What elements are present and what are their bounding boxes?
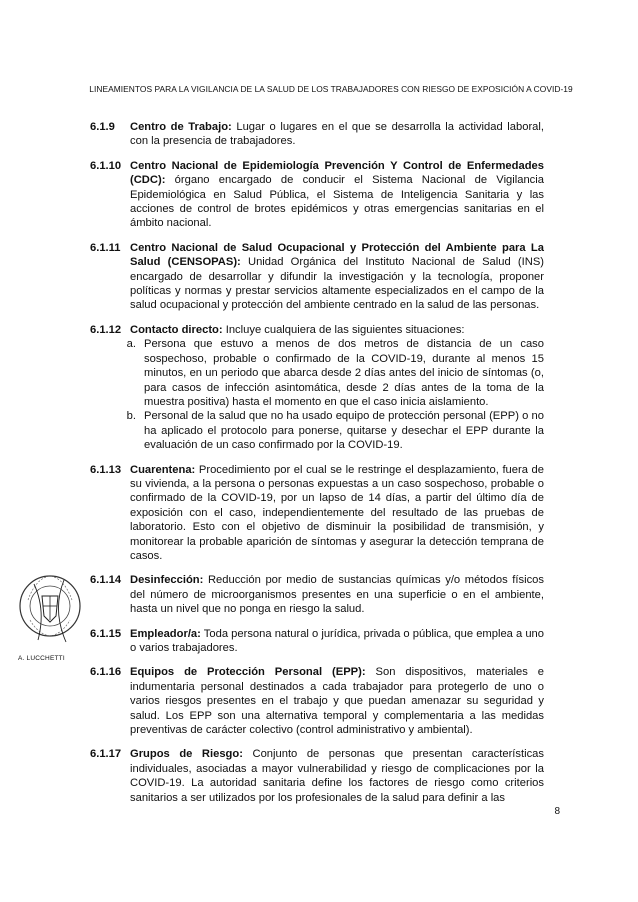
section-number: 6.1.11 (90, 241, 121, 254)
list-item-text: Persona que estuvo a menos de dos metros de distancia de un caso sospechoso, probable o confirmado de la COVID-19, durante al menos 15 minutos, en un periodo que abarca desde 2 días antes del inicio de síntomas (o, para casos de infección asintomática, desde 2 días antes de la toma de la muestra positiva) hasta el momento en que el caso inicia aislamiento. (144, 338, 544, 408)
section-6-1-13 (90, 463, 544, 564)
section-term: Centro Nacional de Epidemiología Prevención Y Control de Enfermedades (CDC): (130, 159, 544, 187)
section-text (130, 573, 544, 616)
section-6-1-11 (90, 241, 544, 313)
section-term: Empleador/a: (130, 627, 201, 640)
page-number: 8 (554, 806, 560, 817)
section-text (130, 159, 544, 231)
ministry-seal-stamp (16, 570, 84, 650)
section-6-1-14 (90, 573, 544, 616)
section-definition: órgano encargado de conducir el Sistema Nacional de Vigilancia Epidemiológica en Salud Pública, el Sistema de Inteligencia Sanitaria y las acciones de control de brotes epidémicos y otras emergencias sanitarias en el ámbito nacional. (130, 174, 544, 230)
section-term: Equipos de Protección Personal (EPP): (130, 666, 366, 679)
section-text (130, 120, 544, 149)
section-6-1-10 (90, 159, 544, 231)
section-term: Contacto directo: (130, 323, 223, 336)
list-letter: b. (126, 410, 136, 423)
section-term: Cuarentena: (130, 463, 196, 476)
list-letter: a. (126, 338, 136, 351)
section-definition: Reducción por medio de sustancias químicas y/o métodos físicos del número de microorganismos presentes en una superficie o en el ambiente, hasta un nivel que no ponga en riesgo la salud. (130, 574, 544, 616)
section-number: 6.1.15 (90, 627, 122, 640)
section-6-1-16 (90, 665, 544, 737)
section-text (130, 665, 544, 737)
section-definition: Conjunto de personas que presentan características individuales, asociadas a mayor vulnerabilidad y riesgo de complicaciones por la COVID-19. La autoridad sanitaria define los factores de riesgo como criterios sanitarios a ser utilizados por los profesionales de la salud para definir a las (130, 748, 544, 804)
section-text (130, 463, 544, 564)
section-number: 6.1.13 (90, 463, 122, 476)
section-definition: Toda persona natural o jurídica, privada o pública, que emplea a uno o varios trabajadores. (130, 627, 544, 654)
list-item-text: Personal de la salud que no ha usado equipo de protección personal (EPP) o no ha aplicado el protocolo para ponerse, quitarse y desechar el EPP durante la evaluación de un caso confirmado por la COVID-19. (144, 410, 544, 452)
section-definition: Procedimiento por el cual se le restringe el desplazamiento, fuera de su vivienda, a la persona o personas expuestas a un caso sospechoso, probable o confirmado de la COVID-19, por un lapso de 14 días, a partir del último día de exposición con el caso, independientemente del resultado de las pruebas de laboratorio. Esto con el objetivo de disminuir la posibilidad de transmisión, y monitorear la probable aparición de síntomas y asegurar la detección temprana de casos. (130, 463, 544, 562)
list-item-b (126, 409, 544, 452)
section-text (130, 747, 544, 805)
section-term: Desinfección: (130, 574, 204, 587)
running-header: LINEAMIENTOS PARA LA VIGILANCIA DE LA SALUD DE LOS TRABAJADORES CON RIESGO DE EXPOSICIÓN A COVID-19 (89, 84, 573, 94)
section-6-1-9 (90, 120, 544, 149)
section-definition: Lugar o lugares en el que se desarrolla la actividad laboral, con la presencia de trabajadores. (130, 121, 544, 148)
section-number: 6.1.16 (90, 666, 122, 679)
section-definition: Unidad Orgánica del Instituto Nacional de Salud (INS) encargado de desarrollar y difundir la investigación y la tecnología, proponer políticas y normas y prestar servicios altamente especializados en el campo de la salud ocupacional y protección del ambiente centrado en la salud de las personas. (130, 256, 545, 312)
section-6-1-17 (90, 747, 544, 805)
section-term: Centro Nacional de Salud Ocupacional y Protección del Ambiente para La Salud (CENSOPAS): (130, 241, 544, 269)
section-text (130, 627, 544, 656)
section-6-1-12 (90, 323, 544, 453)
section-number: 6.1.9 (90, 121, 115, 133)
section-term: Grupos de Riesgo: (130, 748, 243, 761)
list-item-a (126, 337, 544, 409)
section-definition: Incluye cualquiera de las siguientes situaciones: (222, 323, 465, 336)
section-number: 6.1.14 (90, 574, 122, 587)
section-number: 6.1.10 (90, 159, 122, 172)
stamp-signature-name: A. LUCCHETTI (18, 655, 65, 662)
section-definition: Son dispositivos, materiales e indumentaria personal destinados a cada trabajador para protegerlo de uno o varios riesgos presentes en el trabajo y que puedan amenazar su seguridad y salud. Los EPP son una alternativa temporal y complementaria a las medidas preventivas de carácter colectivo (control administrativo y ambiental). (130, 666, 544, 737)
section-text (126, 323, 544, 453)
section-number: 6.1.17 (90, 748, 122, 761)
document-body (90, 120, 544, 815)
section-number: 6.1.12 (90, 323, 122, 336)
section-6-1-15 (90, 627, 544, 656)
section-term: Centro de Trabajo: (130, 121, 232, 133)
section-text (130, 241, 544, 313)
